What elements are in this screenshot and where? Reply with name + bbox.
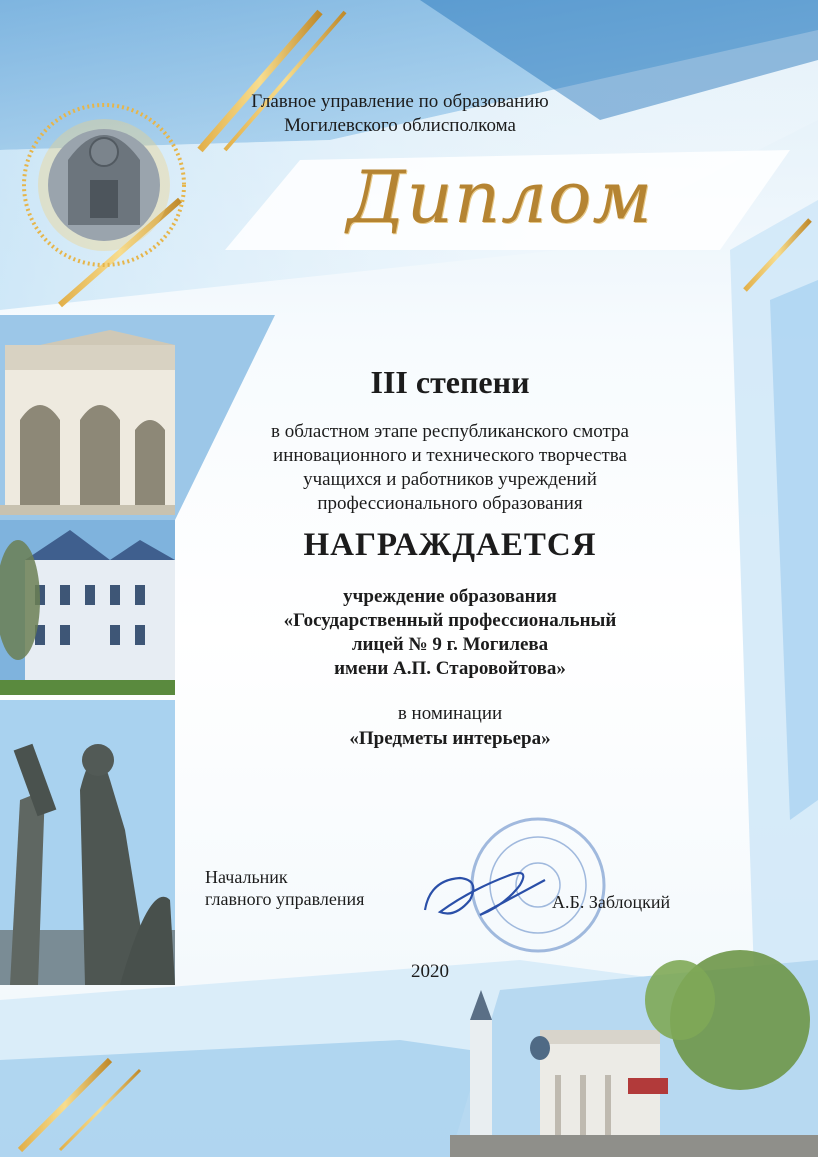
event-description [170, 420, 730, 516]
nomination-name: «Предметы интерьера» [349, 728, 551, 749]
signatory-title-line-2: главного управления [205, 889, 365, 909]
signatory-name: А.Б. Заблоцкий [552, 892, 671, 912]
degree: III степени [370, 364, 530, 400]
issuer-line-2: Могилевского облисполкома [284, 115, 516, 136]
event-line-2: инновационного и технического творчества [273, 445, 627, 466]
recipient-line-1: учреждение образования [343, 586, 557, 607]
year: 2020 [411, 961, 449, 982]
event-line-4: профессионального образования [317, 493, 583, 514]
issuer-line-1: Главное управление по образованию [251, 91, 549, 112]
event-line-3: учащихся и работников учреждений [303, 469, 597, 490]
issuer [110, 90, 690, 138]
recipient-line-4: имени А.П. Старовойтова» [334, 658, 566, 679]
recipient [170, 585, 730, 681]
event-line-1: в областном этапе республиканского смотра [271, 421, 629, 442]
recipient-line-3: лицей № 9 г. Могилева [351, 634, 549, 655]
signatory-title [205, 866, 364, 910]
diploma-title: Диплом [346, 155, 654, 239]
signatory-title-line-1: Начальник [205, 867, 288, 887]
nomination-intro: в номинации [397, 703, 503, 724]
awarded-label: НАГРАЖДАЕТСЯ [303, 527, 597, 563]
recipient-line-2: «Государственный профессиональный [283, 610, 617, 631]
signature [425, 873, 545, 915]
